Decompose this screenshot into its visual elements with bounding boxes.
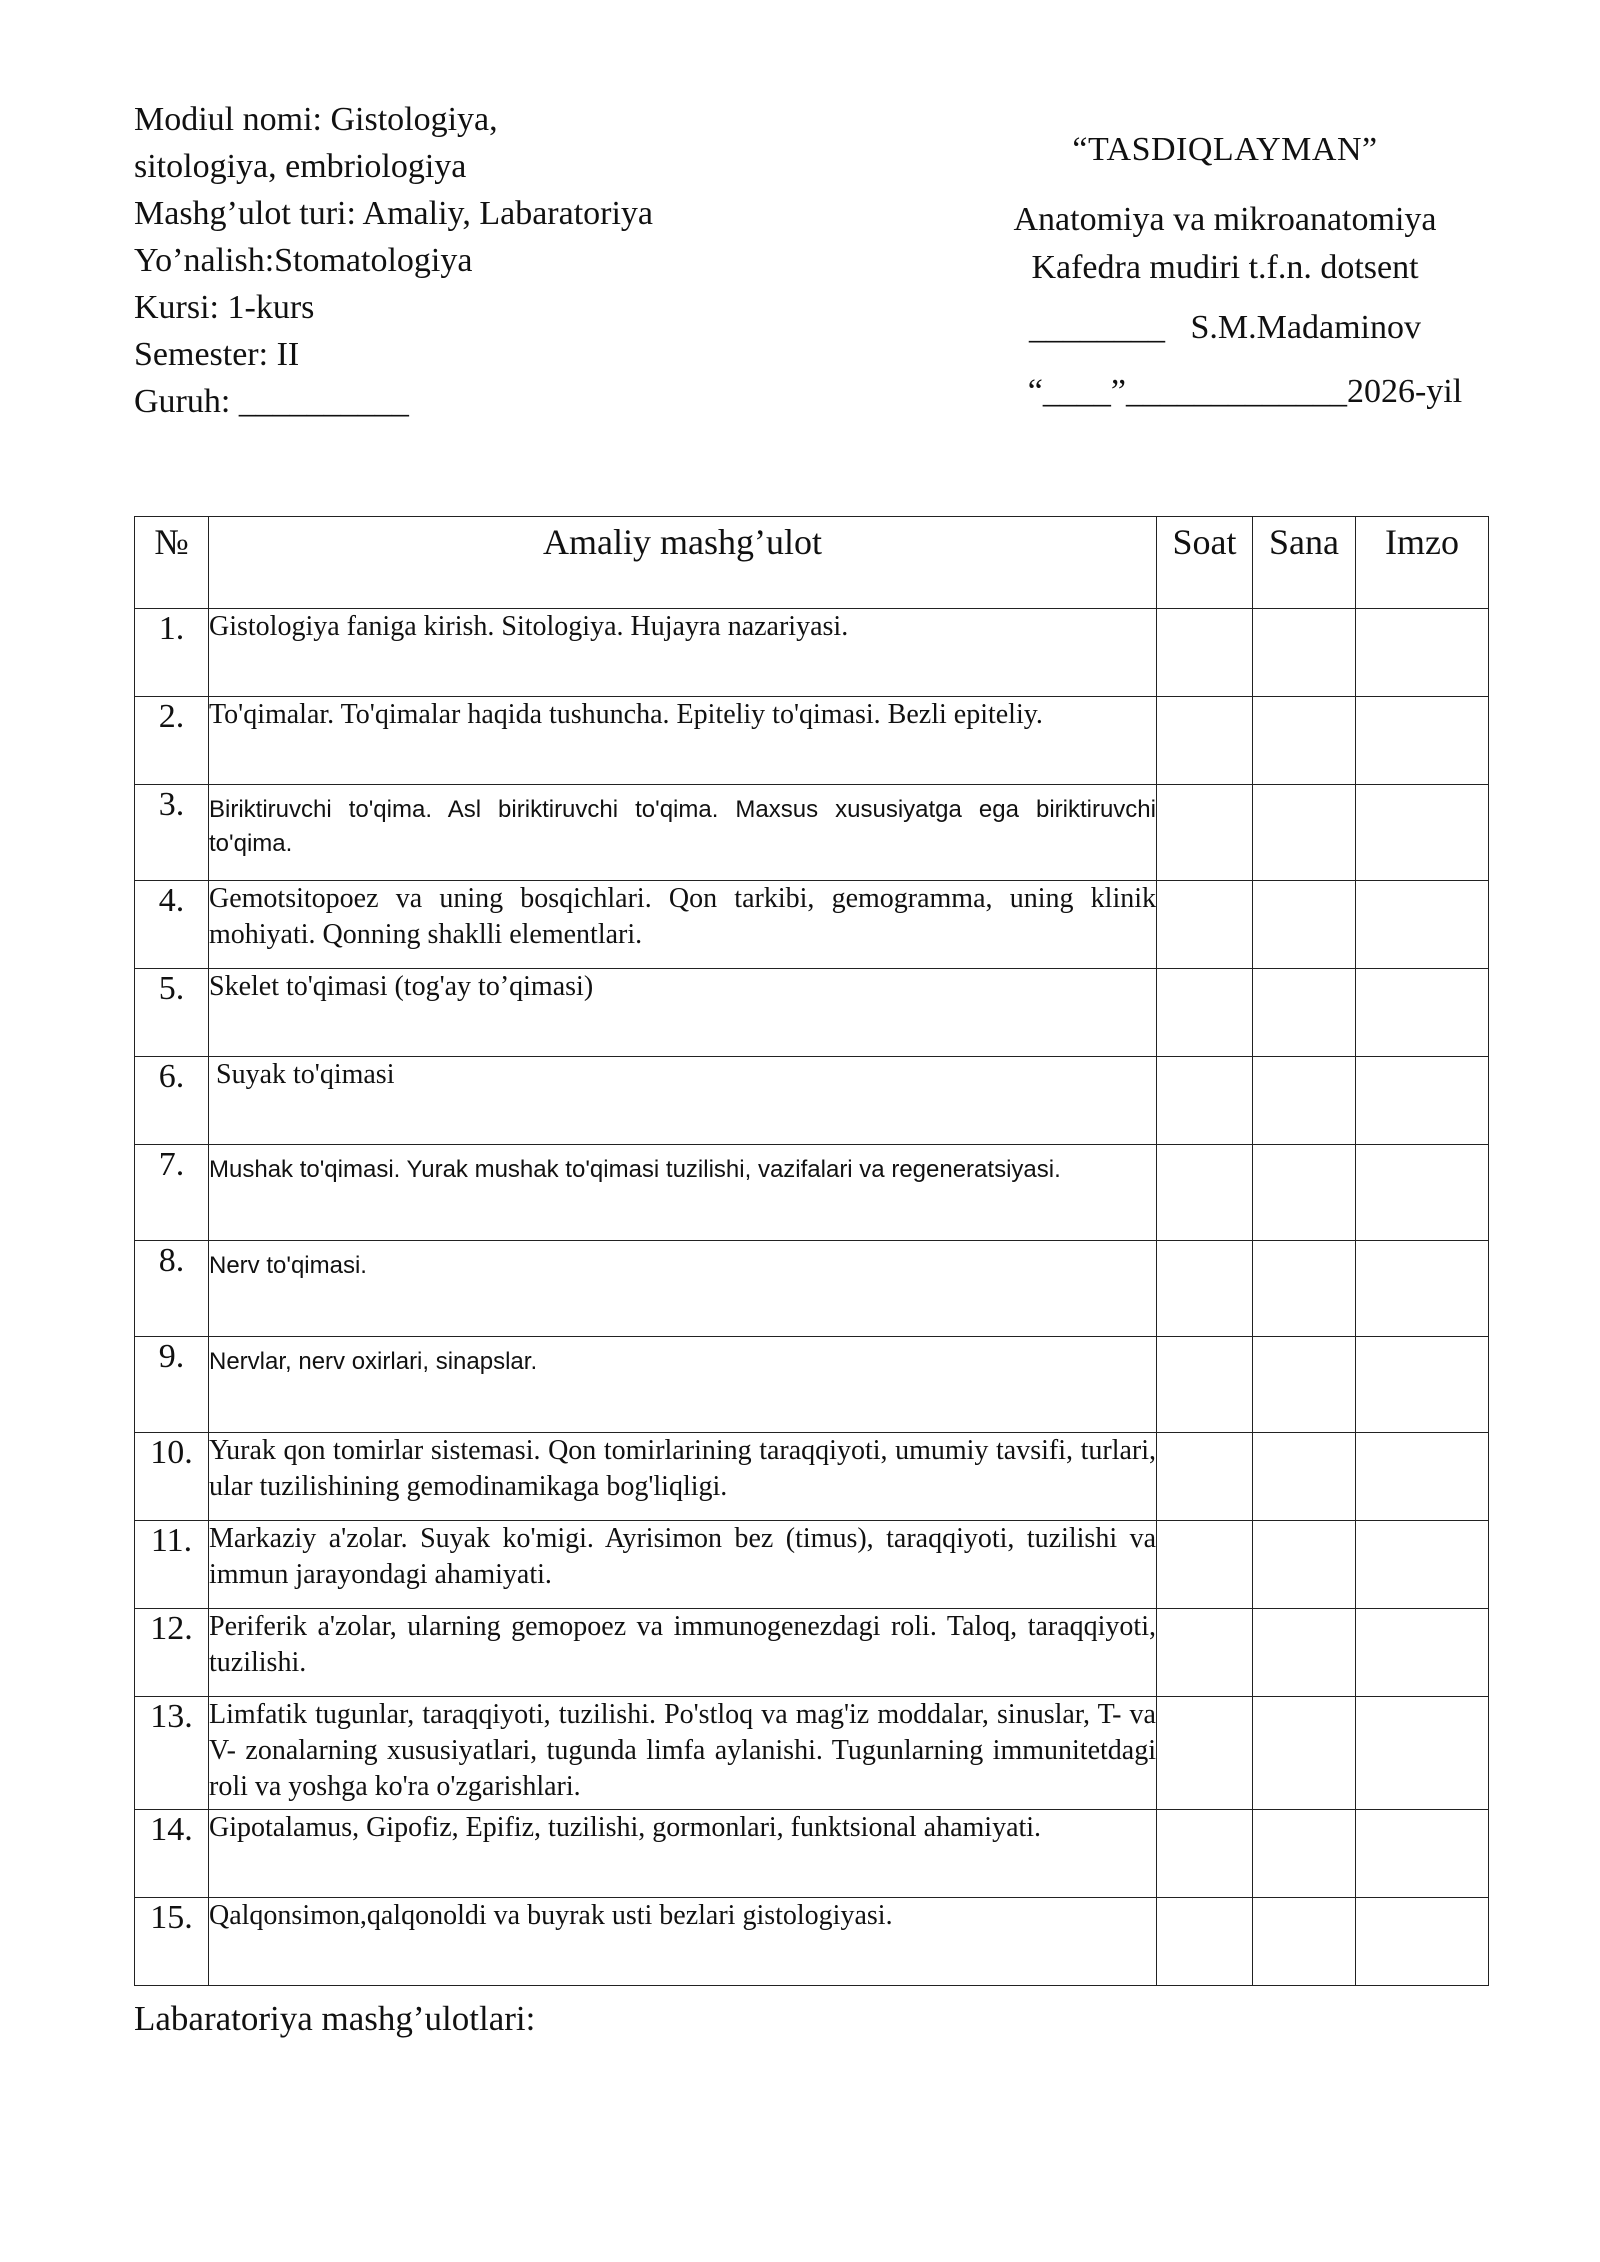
approval-date: “____”_____________2026-yil — [1027, 373, 1463, 410]
course-year: Kursi: 1-kurs — [134, 289, 315, 326]
lab-lessons-heading: Labaratoriya mashg’ulotlari: — [134, 1999, 536, 2038]
row-hours-cell[interactable] — [1157, 881, 1253, 969]
row-hours-cell[interactable] — [1157, 609, 1253, 697]
row-signature-cell[interactable] — [1356, 1609, 1489, 1697]
row-signature-cell[interactable] — [1356, 609, 1489, 697]
table-header-row — [135, 517, 1489, 609]
table-row — [135, 697, 1489, 785]
table-row — [135, 1521, 1489, 1609]
header-number: № — [135, 517, 209, 609]
row-number: 10. — [135, 1433, 209, 1521]
row-date-cell[interactable] — [1253, 1433, 1356, 1521]
table-row — [135, 1057, 1489, 1145]
row-signature-cell[interactable] — [1356, 697, 1489, 785]
row-number: 2. — [135, 697, 209, 785]
row-topic: To'qimalar. To'qimalar haqida tushuncha. Epiteliy to'qimasi. Bezli epiteliy. — [209, 697, 1157, 785]
table-row — [135, 1433, 1489, 1521]
row-date-cell[interactable] — [1253, 969, 1356, 1057]
practical-lessons-table — [134, 516, 1489, 1986]
row-signature-cell[interactable] — [1356, 785, 1489, 881]
department-line-1: Anatomiya va mikroanatomiya — [1013, 201, 1437, 238]
row-signature-cell[interactable] — [1356, 881, 1489, 969]
row-number: 4. — [135, 881, 209, 969]
lesson-type: Mashg’ulot turi: Amaliy, Labaratoriya — [134, 195, 653, 232]
row-hours-cell[interactable] — [1157, 785, 1253, 881]
row-date-cell[interactable] — [1253, 1898, 1356, 1986]
row-hours-cell[interactable] — [1157, 1609, 1253, 1697]
row-topic: Yurak qon tomirlar sistemasi. Qon tomirlarining taraqqiyoti, umumiy tavsifi, turlari, ular tuzilishining gemodinamikaga bog'liqligi. — [209, 1433, 1157, 1521]
department-line-2: Kafedra mudiri t.f.n. dotsent — [1031, 249, 1419, 286]
row-signature-cell[interactable] — [1356, 1145, 1489, 1241]
row-topic: Gemotsitopoez va uning bosqichlari. Qon tarkibi, gemogramma, uning klinik mohiyati. Qonning shaklli elementlari. — [209, 881, 1157, 969]
row-topic: Nervlar, nerv oxirlari, sinapslar. — [209, 1337, 1157, 1433]
approval-title: “TASDIQLAYMAN” — [1072, 131, 1378, 168]
approval-block — [920, 126, 1530, 416]
group-field: Guruh: __________ — [134, 383, 409, 420]
row-hours-cell[interactable] — [1157, 969, 1253, 1057]
row-topic: Gistologiya faniga kirish. Sitologiya. Hujayra nazariyasi. — [209, 609, 1157, 697]
row-hours-cell[interactable] — [1157, 1241, 1253, 1337]
row-date-cell[interactable] — [1253, 1145, 1356, 1241]
row-number: 12. — [135, 1609, 209, 1697]
row-topic: Gipotalamus, Gipofiz, Epifiz, tuzilishi, gormonlari, funktsional ahamiyati. — [209, 1810, 1157, 1898]
header-date: Sana — [1253, 517, 1356, 609]
row-date-cell[interactable] — [1253, 881, 1356, 969]
header-hours: Soat — [1157, 517, 1253, 609]
row-number: 8. — [135, 1241, 209, 1337]
row-date-cell[interactable] — [1253, 697, 1356, 785]
row-hours-cell[interactable] — [1157, 1810, 1253, 1898]
row-signature-cell[interactable] — [1356, 1521, 1489, 1609]
row-number: 15. — [135, 1898, 209, 1986]
row-signature-cell[interactable] — [1356, 1241, 1489, 1337]
specialty: Yo’nalish:Stomatologiya — [134, 242, 473, 279]
row-signature-cell[interactable] — [1356, 1810, 1489, 1898]
semester: Semester: II — [134, 336, 300, 373]
row-topic: Markaziy a'zolar. Suyak ko'migi. Ayrisimon bez (timus), taraqqiyoti, tuzilishi va immun jarayondagi ahamiyati. — [209, 1521, 1157, 1609]
table-row — [135, 969, 1489, 1057]
table-row — [135, 609, 1489, 697]
row-date-cell[interactable] — [1253, 1241, 1356, 1337]
row-date-cell[interactable] — [1253, 1337, 1356, 1433]
table-row — [135, 1810, 1489, 1898]
row-signature-cell[interactable] — [1356, 1697, 1489, 1810]
module-name-line-2: sitologiya, embriologiya — [134, 148, 467, 185]
row-signature-cell[interactable] — [1356, 969, 1489, 1057]
row-hours-cell[interactable] — [1157, 1521, 1253, 1609]
table-row — [135, 785, 1489, 881]
row-topic: Periferik a'zolar, ularning gemopoez va immunogenezdagi roli. Taloq, taraqqiyoti, tuzilishi. — [209, 1609, 1157, 1697]
row-topic: Mushak to'qimasi. Yurak mushak to'qimasi tuzilishi, vazifalari va regeneratsiyasi. — [209, 1145, 1157, 1241]
course-info — [134, 96, 754, 425]
table-row — [135, 1241, 1489, 1337]
head-signature: ________ S.M.Madaminov — [1029, 309, 1421, 346]
row-hours-cell[interactable] — [1157, 1697, 1253, 1810]
row-number: 7. — [135, 1145, 209, 1241]
row-hours-cell[interactable] — [1157, 1898, 1253, 1986]
row-number: 9. — [135, 1337, 209, 1433]
row-number: 11. — [135, 1521, 209, 1609]
row-topic: Suyak to'qimasi — [209, 1057, 1157, 1145]
row-topic: Nerv to'qimasi. — [209, 1241, 1157, 1337]
row-date-cell[interactable] — [1253, 609, 1356, 697]
row-date-cell[interactable] — [1253, 785, 1356, 881]
table-row — [135, 1337, 1489, 1433]
row-topic: Skelet to'qimasi (tog'ay to’qimasi) — [209, 969, 1157, 1057]
table-row — [135, 1609, 1489, 1697]
row-number: 5. — [135, 969, 209, 1057]
row-hours-cell[interactable] — [1157, 1433, 1253, 1521]
row-hours-cell[interactable] — [1157, 1337, 1253, 1433]
row-number: 6. — [135, 1057, 209, 1145]
table-row — [135, 1898, 1489, 1986]
row-number: 3. — [135, 785, 209, 881]
row-number: 1. — [135, 609, 209, 697]
row-hours-cell[interactable] — [1157, 1145, 1253, 1241]
row-topic: Limfatik tugunlar, taraqqiyoti, tuzilishi. Po'stloq va mag'iz moddalar, sinuslar, T- va V- zonalarning xususiyatlari, tugunda limfa aylanishi. Tugunlarning immunitetdagi roli va yoshga ko'ra o'zgarishlari. — [209, 1697, 1157, 1810]
row-date-cell[interactable] — [1253, 1810, 1356, 1898]
table-row — [135, 881, 1489, 969]
row-hours-cell[interactable] — [1157, 1057, 1253, 1145]
row-date-cell[interactable] — [1253, 1609, 1356, 1697]
module-name-line-1: Modiul nomi: Gistologiya, — [134, 101, 498, 138]
table-row — [135, 1145, 1489, 1241]
row-number: 14. — [135, 1810, 209, 1898]
table-row — [135, 1697, 1489, 1810]
header-signature: Imzo — [1356, 517, 1489, 609]
row-hours-cell[interactable] — [1157, 697, 1253, 785]
row-date-cell[interactable] — [1253, 1521, 1356, 1609]
row-signature-cell[interactable] — [1356, 1433, 1489, 1521]
row-topic: Biriktiruvchi to'qima. Asl biriktiruvchi to'qima. Maxsus xususiyatga ega biriktiruvchi to'qima. — [209, 785, 1157, 881]
row-topic: Qalqonsimon,qalqonoldi va buyrak usti bezlari gistologiyasi. — [209, 1898, 1157, 1986]
row-signature-cell[interactable] — [1356, 1057, 1489, 1145]
row-date-cell[interactable] — [1253, 1697, 1356, 1810]
header-topic: Amaliy mashg’ulot — [209, 517, 1157, 609]
row-signature-cell[interactable] — [1356, 1337, 1489, 1433]
row-date-cell[interactable] — [1253, 1057, 1356, 1145]
row-number: 13. — [135, 1697, 209, 1810]
row-signature-cell[interactable] — [1356, 1898, 1489, 1986]
